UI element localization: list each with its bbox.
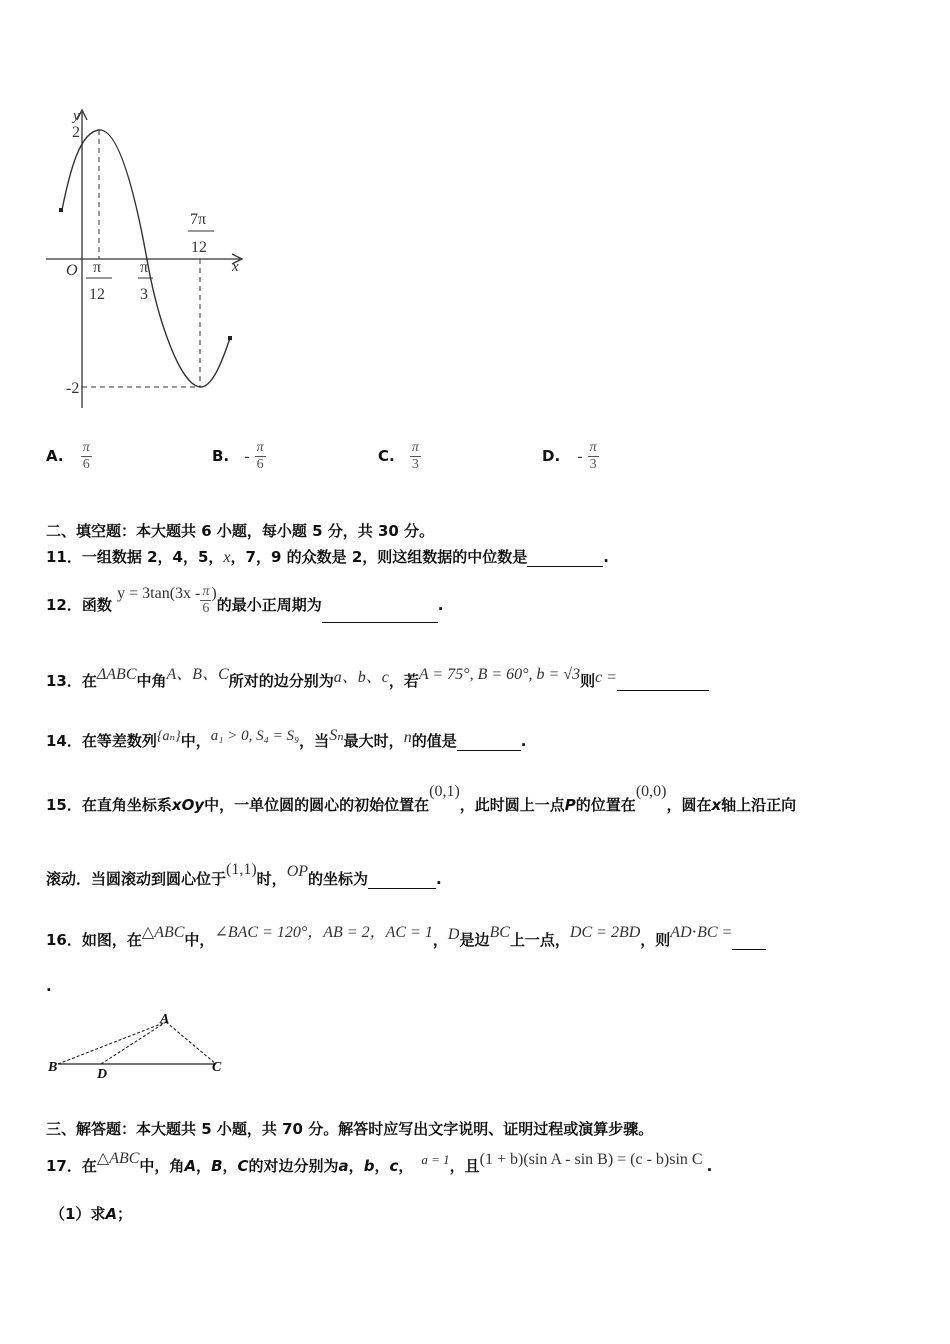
answer-blank[interactable] — [368, 874, 436, 889]
period-formula: y = 3tan(3x - $\frac{\pi}{6}$ ) — [117, 584, 217, 616]
section3-heading: 三、解答题：本大题共 5 小题，共 70 分。解答时应写出文字说明、证明过程或演算步骤。 — [46, 1120, 654, 1138]
option-sign: - — [577, 448, 583, 465]
y-axis-label: y — [73, 108, 80, 124]
option-letter: B. — [212, 447, 230, 465]
question-16-end: . — [46, 977, 52, 995]
triangle-figure — [44, 1008, 244, 1082]
option-fraction: $\frac{\pi}{6}$ — [256, 440, 264, 472]
option-d — [542, 440, 599, 473]
option-a — [46, 440, 92, 473]
x-axis-label: x — [232, 259, 239, 275]
answer-blank[interactable] — [457, 736, 521, 751]
vertex-a-label: A — [160, 1012, 170, 1027]
tick2-denominator: 3 — [140, 286, 148, 303]
question-15-line2: 滚动．当圆滚动到圆心位于(1,1)时，OP的坐标为 . — [46, 861, 442, 888]
y-max-label: 2 — [72, 124, 80, 141]
tick1-denominator: 12 — [89, 286, 105, 303]
section2-heading: 二、填空题：本大题共 6 小题，每小题 5 分，共 30 分。 — [46, 522, 435, 540]
tick3-denominator: 12 — [191, 239, 207, 256]
question-13: 13．在ΔABC中角A、B、C所对的边分别为a、b、c，若A = 75°, B = 60°, b = √3则c = — [46, 668, 709, 691]
option-letter: A. — [46, 447, 64, 465]
question-17: 17．在△ABC中，角A，B，C的对边分别为a，b，c， a = 1，且(1 + b)(sin A - sin B) = (c - b)sin C . — [46, 1150, 713, 1175]
sine-graph — [40, 100, 260, 420]
point-d-label: D — [97, 1067, 108, 1082]
option-sign: - — [244, 448, 250, 465]
side-ac — [166, 1022, 216, 1064]
curve-end-point — [228, 336, 232, 340]
tick2-numerator: π — [140, 259, 149, 276]
option-fraction: $\frac{\pi}{6}$ — [82, 440, 90, 472]
option-b — [212, 440, 266, 473]
tick1-numerator: π — [93, 259, 102, 276]
question-14: 14．在等差数列{aₙ}中，a₁ > 0, S₄ = S₉，当Sₙ最大时，n的值是 . — [46, 727, 527, 750]
option-letter: C. — [378, 447, 395, 465]
question-11: 11．一组数据 2，4，5，x，7，9 的众数是 2，则这组数据的中位数是 . — [46, 548, 609, 566]
option-c — [378, 440, 421, 473]
tick3-numerator: 7π — [190, 211, 207, 228]
answer-blank[interactable] — [617, 676, 709, 691]
option-letter: D. — [542, 447, 561, 465]
option-fraction: $\frac{\pi}{3}$ — [589, 440, 597, 472]
y-min-label: -2 — [66, 380, 80, 397]
answer-blank[interactable] — [732, 935, 766, 950]
curve-start-point — [59, 208, 63, 212]
question-16: 16．如图，在△ABC中，∠BAC = 120°，AB = 2，AC = 1，D是边BC上一点，DC = 2BD，则AD⋅BC = — [46, 927, 766, 950]
vertex-c-label: C — [212, 1060, 222, 1075]
option-fraction: $\frac{\pi}{3}$ — [411, 440, 419, 472]
question-17-part1: （1）求A； — [50, 1205, 133, 1223]
origin-label: O — [66, 262, 78, 279]
side-ab — [58, 1022, 166, 1064]
answer-blank[interactable] — [527, 552, 603, 567]
question-12: 12．函数 y = 3tan(3x - $\frac{\pi}{6}$ )的最小正周期为 . — [46, 590, 443, 623]
question-15: 15．在直角坐标系xOy中，一单位圆的圆心的初始位置在(0,1)，此时圆上一点P的位置在(0,0)，圆在x轴上沿正向 — [46, 783, 797, 814]
vertex-b-label: B — [48, 1060, 58, 1075]
answer-blank[interactable] — [322, 608, 438, 623]
